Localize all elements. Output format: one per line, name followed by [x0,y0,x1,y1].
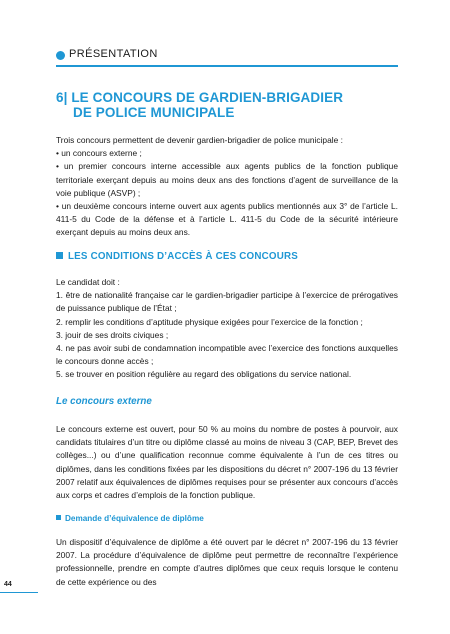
chapter-title-line2: DE POLICE MUNICIPALE [73,105,235,120]
condition-item: 4. ne pas avoir subi de condamnation incompatible avec l’exercice des fonctions auxquelles le concours donne accès ; [56,343,398,367]
square-bullet-icon [56,252,63,259]
page-number-rule [0,592,38,593]
conditions-heading [56,251,396,262]
intro-bullet: • un deuxième concours interne ouvert aux agents publics mentionnés aux 3° de l’article L. 411-5 du Code de la défense et à l’article L. 411-5 du Code de la sécurité intérieure exerçant depuis au moins deux ans. [56,201,398,238]
equivalence-heading [56,514,396,523]
condition-item: 5. se trouver en position régulière au regard des obligations du service national. [56,369,352,380]
condition-item: 3. jouir de ses droits civiques ; [56,329,169,340]
header-label: PRÉSENTATION [69,48,158,60]
intro-block [56,134,398,240]
intro-line: Trois concours permettent de devenir gardien-brigadier de police municipale : [56,135,343,145]
intro-bullet: • un concours externe ; [56,148,142,159]
externe-heading: Le concours externe [56,396,152,407]
equivalence-paragraph: Un dispositif d’équivalence de diplôme a été ouvert par le décret n° 2007-196 du 13 février 2007. La procédure d’équivalence de diplôme peut permettre de reconnaître l’expérience professionnelle, prendre en compte d’autres diplômes que ceux requis lorsque le contenu de cette expérience ou des [56,537,398,587]
conditions-intro: Le candidat doit : [56,277,120,287]
section-header [56,47,398,67]
header-bullet-icon [56,51,65,60]
condition-item: 2. remplir les conditions d’aptitude physique exigées pour l’exercice de la fonction ; [56,316,363,327]
conditions-heading-text: LES CONDITIONS D’ACCÈS À CES CONCOURS [68,251,299,262]
chapter-title-line1: 6| LE CONCOURS DE GARDIEN-BRIGADIER [56,90,344,105]
page-number: 44 [4,581,12,588]
chapter-title [56,90,396,120]
square-bullet-icon [56,515,61,520]
condition-item: 1. être de nationalité française car le gardien-brigadier participe à l’exercice de prérogatives de puissance publique de l’État ; [56,290,398,314]
equivalence-heading-text: Demande d’équivalence de diplôme [65,514,204,523]
externe-paragraph: Le concours externe est ouvert, pour 50 % au moins du nombre de postes à pourvoir, aux candidats titulaires d’un titre ou diplôme classé au moins de niveau 3 (CAP, BEP, Brevet des collèges...) ou d’une qualification reconnue comme équivalente à l’un de ces titres ou diplômes, dans les conditions fixées par les dispositions du décret n° 2007-196 du 13 février 2007 relatif aux équivalences de diplômes requises pour se présenter aux concours d’accès aux corps et cadres d’emplois de la fonction publique. [56,424,398,501]
intro-bullet: • un premier concours interne accessible aux agents publics de la fonction publique territoriale exerçant depuis au moins deux ans des fonctions d’agent de surveillance de la voie publique (ASVP) ; [56,161,398,198]
conditions-block [56,276,398,382]
